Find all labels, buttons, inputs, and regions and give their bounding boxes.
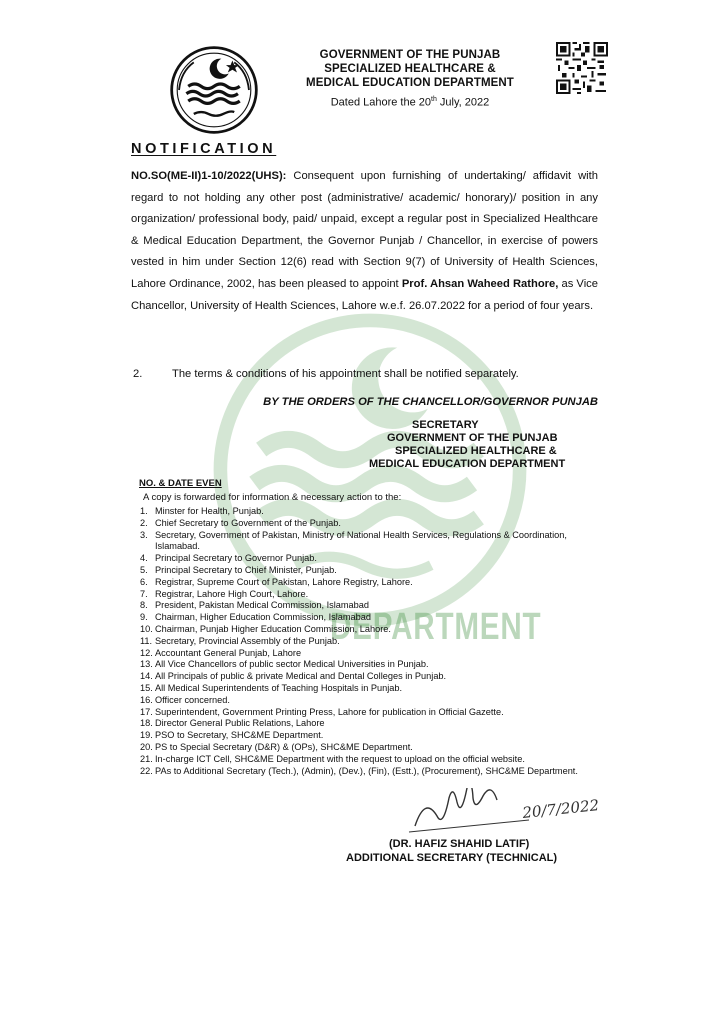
list-item-number: 10. (140, 623, 153, 634)
list-item (140, 506, 600, 518)
list-item (140, 671, 600, 683)
secretary-department-2: MEDICAL EDUCATION DEPARTMENT (369, 458, 566, 470)
list-item-text: Secretary, Government of Pakistan, Ministry of National Health Services, Regulations & Coordination, Islamabad. (155, 529, 567, 552)
list-item-number: 17. (140, 706, 153, 717)
list-item-text: Secretary, Provincial Assembly of the Punjab. (155, 635, 340, 646)
list-item-number: 5. (140, 564, 148, 575)
list-item-number: 13. (140, 659, 153, 670)
list-item-number: 3. (140, 529, 148, 540)
secretary-department-1: SPECIALIZED HEALTHCARE & (395, 445, 557, 457)
list-item-number: 1. (140, 506, 148, 516)
list-item-number: 16. (140, 694, 153, 705)
list-item (140, 695, 600, 707)
handwritten-signature-icon (405, 788, 625, 838)
list-item-text: PAs to Additional Secretary (Tech.), (Admin), (Dev.), (Fin), (Estt.), (Procurement), SHC&ME Department. (155, 765, 578, 776)
secretary-government: GOVERNMENT OF THE PUNJAB (387, 432, 558, 444)
list-item (140, 589, 600, 601)
list-item-text: All Principals of public & private Medical and Dental Colleges in Punjab. (155, 671, 447, 682)
list-item-text: Officer concerned. (155, 694, 230, 705)
list-item-text: PS to Special Secretary (D&R) & (OPs), SHC&ME Department. (155, 741, 413, 752)
orders-line: BY THE ORDERS OF THE CHANCELLOR/GOVERNOR PUNJAB (263, 396, 598, 408)
paragraph-2-number: 2. (133, 368, 143, 380)
list-item-number: 21. (140, 753, 153, 764)
list-item (140, 718, 600, 730)
list-item (140, 659, 600, 671)
header-government: GOVERNMENT OF THE PUNJAB (319, 49, 501, 61)
list-item-text: Chairman, Punjab Higher Education Commission, Lahore. (155, 623, 391, 634)
list-item-number: 14. (140, 671, 153, 682)
list-item-text: All Vice Chancellors of public sector Medical Universities in Punjab. (155, 659, 429, 670)
list-item-number: 8. (140, 600, 148, 611)
notification-reference: NO.SO(ME-II)1-10/2022(UHS): (131, 170, 287, 182)
list-item-text: Registrar, Supreme Court of Pakistan, Lahore Registry, Lahore. (155, 576, 413, 587)
list-item-number: 6. (140, 576, 148, 587)
list-item-number: 12. (140, 647, 153, 658)
list-item-text: Principal Secretary to Chief Minister, Punjab. (155, 564, 337, 575)
list-item (140, 624, 600, 636)
dated-line: Dated Lahore the 20th July, 2022 (330, 96, 490, 109)
list-item (140, 683, 600, 695)
notification-title: NOTIFICATION (131, 141, 277, 157)
list-item-number: 19. (140, 730, 153, 741)
watermark-text: DEPARTMENT (330, 606, 542, 648)
list-item-text: In-charge ICT Cell, SHC&ME Department with the request to upload on the official website. (155, 753, 525, 764)
list-item-number: 20. (140, 741, 153, 752)
list-item-text: Chief Secretary to Government of the Punjab. (155, 517, 341, 528)
list-item (140, 648, 600, 660)
list-item-text: Accountant General Punjab, Lahore (155, 647, 302, 658)
list-item-number: 11. (140, 635, 153, 646)
list-item (140, 553, 600, 565)
list-item (140, 730, 600, 742)
signatory-name: (DR. HAFIZ SHAHID LATIF) (389, 838, 530, 850)
list-item-text: Registrar, Lahore High Court, Lahore. (155, 588, 309, 599)
notification-paragraph-1: NO.SO(ME-II)1-10/2022(UHS): Consequent upon furnishing of undertaking/ affidavit with regard to not holding any other post (administrative/ academic/ honorary)/ position in any organization/ professional body, paid/ unpaid, except a regular post in Specialized Healthcare & Medical Education Department, the Governor Punjab / Chancellor, in exercise of powers vested in him under Section 12(6) read with Section 9(7) of University of Health Sciences, Lahore Ordinance, 2002, has been pleased to appoint Prof. Ahsan Waheed Rathore, as Vice Chancellor, University of Health Sciences, Lahore w.e.f. 26.07.2022 for a period of four years. (131, 170, 598, 312)
notification-paragraph-2: The terms & conditions of his appointment shall be notified separately. (172, 368, 519, 380)
list-item (140, 612, 600, 624)
list-item (140, 707, 600, 719)
no-and-date: NO. & DATE EVEN (139, 478, 222, 489)
punjab-emblem-icon (168, 44, 260, 136)
copy-list (140, 506, 600, 777)
list-item-text: Superintendent, Government Printing Press, Lahore for publication in Official Gazette. (155, 706, 504, 717)
copy-intro: A copy is forwarded for information & necessary action to the: (143, 492, 402, 503)
list-item-text: PSO to Secretary, SHC&ME Department. (155, 730, 324, 741)
list-item (140, 577, 600, 589)
list-item-number: 9. (140, 612, 148, 623)
list-item (140, 742, 600, 754)
list-item-number: 4. (140, 553, 148, 564)
list-item (140, 565, 600, 577)
list-item-text: Director General Public Relations, Lahore (155, 718, 325, 729)
list-item-number: 2. (140, 517, 148, 528)
list-item (140, 518, 600, 530)
list-item (140, 754, 600, 766)
header-department-1: SPECIALIZED HEALTHCARE & (324, 63, 496, 75)
signatory-designation: ADDITIONAL SECRETARY (TECHNICAL) (346, 852, 558, 864)
list-item-text: Chairman, Higher Education Commission, Islamabad (155, 612, 372, 623)
list-item-text: All Medical Superintendents of Teaching Hospitals in Punjab. (155, 682, 403, 693)
list-item (140, 636, 600, 648)
list-item (140, 766, 600, 778)
list-item (140, 530, 600, 554)
list-item (140, 600, 600, 612)
list-item-text: Principal Secretary to Governor Punjab. (155, 553, 317, 564)
list-item-text: Minster for Health, Punjab. (155, 506, 264, 516)
list-item-number: 15. (140, 682, 153, 693)
list-item-text: President, Pakistan Medical Commission, Islamabad (155, 600, 369, 611)
appointee-name: Prof. Ahsan Waheed Rathore, (401, 277, 559, 290)
handwritten-date: 20/7/2022 (521, 796, 600, 822)
list-item-number: 22. (140, 765, 153, 776)
secretary-title: SECRETARY (412, 419, 479, 431)
list-item-number: 18. (140, 718, 153, 729)
header-department-2: MEDICAL EDUCATION DEPARTMENT (306, 77, 514, 89)
list-item-number: 7. (140, 588, 148, 599)
